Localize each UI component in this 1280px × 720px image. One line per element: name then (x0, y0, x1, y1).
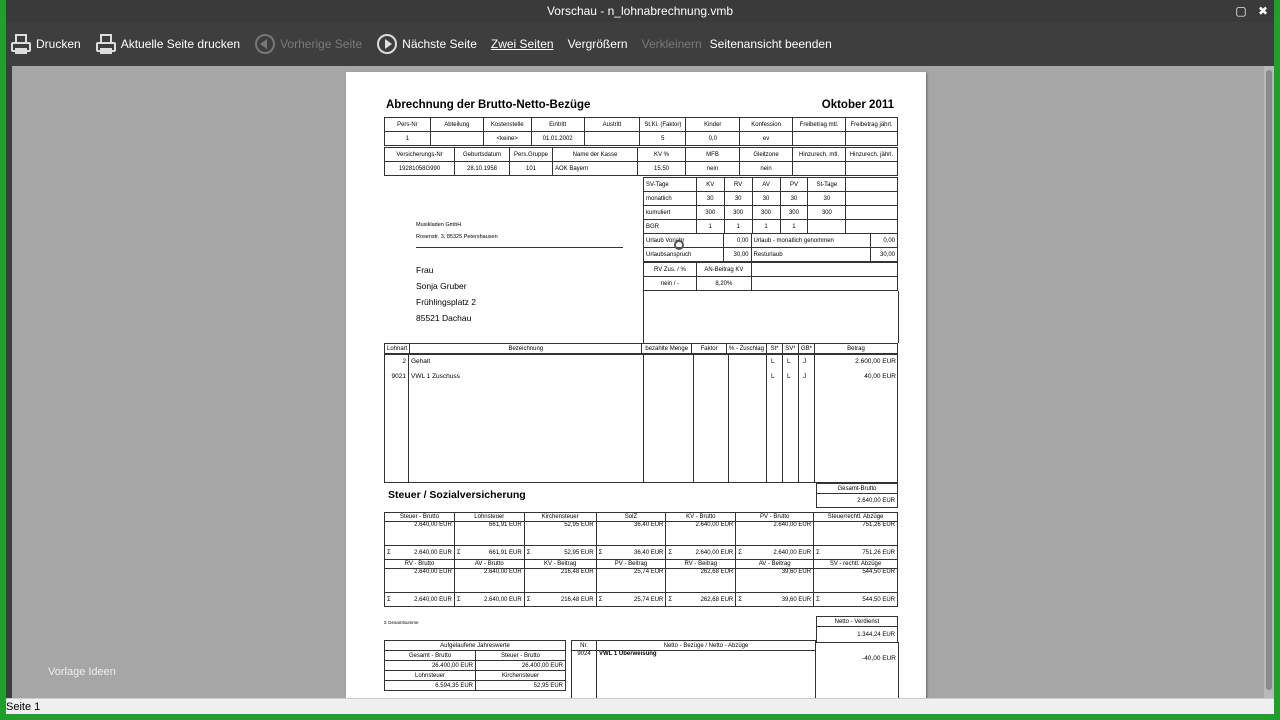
table-cell: 6.594,35 EUR (385, 681, 476, 691)
border (782, 354, 783, 483)
table-cell: 39,60 EUR (736, 569, 814, 593)
list-item: J (803, 373, 807, 380)
table-cell: Kinder (686, 118, 740, 132)
sum-icon: Σ (738, 596, 742, 603)
net-deductions-table (571, 640, 816, 698)
table-value: 2.640,00 EUR (414, 549, 452, 556)
table-cell: RV Zus. / % (644, 263, 697, 277)
table-cell (846, 206, 898, 220)
table-value: 2.640,00 EUR (484, 596, 522, 603)
table-cell: 01.01.2002 (531, 132, 584, 146)
table-cell: Kostenstelle (483, 118, 531, 132)
table-cell: SolZ (596, 513, 666, 522)
window-controls (1234, 0, 1270, 22)
employee-table-1 (384, 117, 898, 146)
table-cell: PV - Beitrag (596, 560, 666, 569)
document-page (346, 72, 926, 698)
table-cell: St.Kl. (Faktor) (640, 118, 686, 132)
page-indicator: Seite 1 (6, 701, 41, 713)
sum-icon: Σ (668, 549, 673, 556)
table-cell: Name der Kasse (553, 148, 638, 162)
table-cell (596, 593, 666, 607)
table-value: 25,74 EUR (634, 596, 664, 603)
table-cell: 2.640,00 EUR (385, 522, 455, 546)
border (693, 354, 694, 483)
table-cell: Geburtsdatum (455, 148, 510, 162)
sv-days-table (643, 177, 898, 234)
table-cell: SV - rechtl. Abzüge (814, 560, 898, 569)
table-cell: SV* (782, 344, 798, 354)
border (798, 354, 799, 483)
table-cell: Urlaubsanspruch (644, 248, 724, 262)
table-cell: 15,50 (638, 162, 686, 176)
table-cell: Bezeichnung (410, 344, 642, 354)
recipient-street: Frühlingsplatz 2 (416, 297, 477, 307)
table-cell: ev (740, 132, 793, 146)
items-table (384, 343, 898, 354)
table-row (385, 651, 566, 661)
table-cell: 300 (808, 206, 846, 220)
table-cell: 26.400,00 EUR (385, 661, 476, 671)
watermark: Vorlage Ideen (48, 666, 116, 678)
print-page-label: Aktuelle Seite drucken (120, 37, 241, 51)
print-page-button[interactable] (95, 33, 240, 55)
print-button[interactable] (10, 33, 81, 55)
table-cell: Pers.Gruppe (510, 148, 553, 162)
table-cell: 300 (696, 206, 724, 220)
table-cell: St* (766, 344, 782, 354)
table-cell: Lohnart (385, 344, 410, 354)
table-cell: 661,91 EUR (454, 522, 524, 546)
close-preview-button[interactable] (710, 37, 832, 51)
table-cell (793, 132, 846, 146)
busy-cursor-icon (674, 240, 684, 250)
table-cell: Steuer - Brutto (476, 651, 566, 661)
table-value: 661,91 EUR (489, 549, 522, 556)
table-cell (454, 593, 524, 607)
prev-page-label: Vorherige Seite (280, 37, 363, 51)
address-divider (416, 247, 623, 248)
table-row (385, 148, 898, 162)
table-cell: nein (686, 162, 740, 176)
title-bar (6, 0, 1274, 22)
table-cell: AV (752, 178, 780, 192)
table-row (385, 661, 566, 671)
table-row (644, 206, 898, 220)
table-cell (814, 546, 898, 560)
company-name: Musikladen GmbH (416, 222, 462, 228)
table-cell: RV - Beitrag (666, 560, 736, 569)
table-cell (524, 593, 596, 607)
tax-section-title: Steuer / Sozialversicherung (388, 489, 526, 501)
table-cell (385, 546, 455, 560)
table-cell: <keine> (483, 132, 531, 146)
sum-icon: Σ (387, 596, 391, 603)
two-pages-label: Zwei Seiten (490, 37, 554, 51)
table-row (385, 569, 898, 593)
table-cell: 1 (780, 220, 808, 234)
table-cell: 1 (696, 220, 724, 234)
table-cell: Kirchensteuer (524, 513, 596, 522)
table-cell: 19281058G990 (385, 162, 455, 176)
table-cell: Gesamt - Brutto (385, 651, 476, 661)
table-cell: 30 (696, 192, 724, 206)
table-cell: Urlaub - monatlich genommen (751, 234, 871, 248)
list-item: L (787, 358, 791, 365)
print-label: Drucken (36, 37, 81, 51)
table-cell: VWL 1 Überweisung (597, 651, 816, 699)
sum-icon: Σ (387, 549, 391, 556)
table-cell: kumuliert (644, 206, 697, 220)
table-value: 262,68 EUR (700, 596, 734, 603)
table-cell: % - Zuschlag (726, 344, 766, 354)
net-deduction-amount: -40,00 EUR (862, 655, 896, 662)
table-cell (385, 593, 455, 607)
zoom-in-button[interactable] (568, 37, 628, 51)
year-values-table (384, 640, 566, 691)
document-title: Abrechnung der Brutto-Netto-Bezüge (386, 99, 591, 111)
table-row (817, 617, 898, 627)
table-cell: 101 (510, 162, 553, 176)
border (643, 291, 644, 343)
table-value: 36,40 EUR (634, 549, 664, 556)
table-cell (846, 162, 898, 176)
table-cell: nein (740, 162, 793, 176)
table-cell (808, 220, 846, 234)
table-cell: Hinzurech. mtl. (793, 148, 846, 162)
list-item: 40,00 EUR (864, 373, 896, 380)
table-cell: Steuer - Brutto (385, 513, 455, 522)
table-cell: 52,95 EUR (524, 522, 596, 546)
border (898, 642, 899, 698)
table-cell: AV - Brutto (454, 560, 524, 569)
table-cell: PV - Brutto (736, 513, 814, 522)
table-row (385, 560, 898, 569)
net-total (816, 616, 898, 643)
table-cell: Kirchensteuer (476, 671, 566, 681)
recipient-name: Sonja Gruber (416, 281, 467, 291)
table-cell: 544,50 EUR (814, 569, 898, 593)
table-cell: MFB (686, 148, 740, 162)
table-cell (584, 132, 640, 146)
table-cell (430, 132, 483, 146)
zoom-in-label: Vergrößern (567, 37, 628, 51)
table-cell: Urlaub Vorjahr (644, 234, 724, 248)
table-row (644, 178, 898, 192)
table-cell: 8,20% (696, 277, 751, 291)
table-row (817, 627, 898, 643)
sum-icon: Σ (738, 549, 742, 556)
printer-icon (10, 33, 32, 55)
table-cell: AN-Beitrag KV (696, 263, 751, 277)
table-cell: Versicherungs-Nr (385, 148, 455, 162)
border (814, 354, 815, 483)
table-cell: 2.640,00 EUR (385, 569, 455, 593)
table-cell: BGR (644, 220, 697, 234)
table-row (385, 671, 566, 681)
table-cell: RV - Brutto (385, 560, 455, 569)
toolbar (6, 22, 1274, 66)
table-row (572, 641, 816, 651)
table-row (572, 651, 816, 699)
table-cell: RV (724, 178, 752, 192)
table-cell: 5 (640, 132, 686, 146)
table-row (385, 132, 898, 146)
border (766, 354, 767, 483)
table-cell (596, 546, 666, 560)
table-cell: 30 (780, 192, 808, 206)
table-cell: 1.344,24 EUR (817, 627, 898, 643)
next-page-label: Nächste Seite (402, 37, 477, 51)
table-value: 2.640,00 EUR (414, 596, 452, 603)
table-cell: 30 (724, 192, 752, 206)
table-cell (814, 593, 898, 607)
table-cell: GB* (798, 344, 814, 354)
close-preview-label: Seitenansicht beenden (709, 37, 832, 51)
list-item: L (787, 373, 791, 380)
table-cell: KV - Beitrag (524, 560, 596, 569)
table-value: 52,95 EUR (564, 549, 594, 556)
table-cell: 28.10.1958 (455, 162, 510, 176)
table-value: 2.640,00 EUR (773, 549, 812, 556)
list-item: 9021 (391, 373, 406, 380)
table-cell (736, 546, 814, 560)
border (728, 354, 729, 483)
list-item: 2.600,00 EUR (855, 358, 896, 365)
table-row (385, 513, 898, 522)
table-cell: Freibetrag mtl. (793, 118, 846, 132)
sum-note: Σ Gesamtsumme (384, 620, 419, 625)
table-cell: Gleitzone (740, 148, 793, 162)
table-cell (524, 546, 596, 560)
zoom-out-label: Verkleinern (641, 37, 702, 51)
next-page-button[interactable] (376, 33, 477, 55)
table-cell: KV - Brutto (666, 513, 736, 522)
table-cell: Konfession (740, 118, 793, 132)
list-item: J (803, 358, 807, 365)
company-street: Rosenstr. 3, 85325 Petershausen (416, 234, 498, 240)
table-cell (845, 132, 897, 146)
table-cell (666, 593, 736, 607)
table-row (644, 192, 898, 206)
table-row (817, 484, 898, 494)
table-cell: 9024 (572, 651, 597, 699)
table-cell: 2.640,00 EUR (454, 569, 524, 593)
table-cell: 216,48 EUR (524, 569, 596, 593)
list-item: L (771, 358, 775, 365)
table-cell: 262,68 EUR (666, 569, 736, 593)
table-cell: AOK Bayern (553, 162, 638, 176)
table-row (385, 522, 898, 546)
rv-table (643, 262, 898, 291)
table-cell (666, 546, 736, 560)
table-cell (846, 178, 898, 192)
table-row (385, 681, 566, 691)
table-cell: Austritt (584, 118, 640, 132)
table-row (385, 118, 898, 132)
table-cell: Freibetrag jährl. (845, 118, 897, 132)
table-cell: Lohnsteuer (385, 671, 476, 681)
table-cell: PV (780, 178, 808, 192)
border (898, 291, 899, 343)
table-cell: 30,00 (871, 248, 898, 262)
sum-icon: Σ (668, 596, 673, 603)
close-icon[interactable]: ✖ (1257, 4, 1269, 18)
sum-icon: Σ (526, 549, 531, 556)
table-cell: 0,00 (723, 234, 751, 248)
maximize-icon[interactable]: ▢ (1235, 4, 1247, 18)
table-cell: 25,74 EUR (596, 569, 666, 593)
sum-icon: Σ (598, 596, 603, 603)
gross-total (816, 483, 898, 508)
recipient-city: 85521 Dachau (416, 313, 472, 323)
table-cell: 300 (780, 206, 808, 220)
next-icon (376, 33, 398, 55)
zoom-out-button[interactable] (642, 37, 702, 51)
table-cell (846, 220, 898, 234)
window-border (0, 714, 1280, 720)
table-value: 39,60 EUR (781, 596, 812, 603)
recipient-salutation: Frau (416, 265, 434, 275)
sum-icon: Σ (526, 596, 531, 603)
table-cell: 751,26 EUR (814, 522, 898, 546)
table-cell: 300 (724, 206, 752, 220)
window-title: Vorschau - n_lohnabrechnung.vmb (546, 4, 734, 18)
tax-table (384, 512, 898, 607)
table-cell: 30 (808, 192, 846, 206)
table-row (644, 220, 898, 234)
two-pages-button[interactable] (491, 37, 554, 51)
preview-area[interactable] (12, 66, 1274, 698)
table-cell: 36,40 EUR (596, 522, 666, 546)
table-row (385, 641, 566, 651)
table-cell: nein / - (644, 277, 697, 291)
prev-page-button[interactable] (254, 33, 362, 55)
sum-icon: Σ (816, 596, 820, 603)
previous-icon (254, 33, 276, 55)
table-row (385, 162, 898, 176)
table-cell: Netto - Verdienst (817, 617, 898, 627)
table-cell: Faktor (692, 344, 727, 354)
table-row (644, 277, 898, 291)
table-cell: Eintritt (531, 118, 584, 132)
table-cell: bezahlte Menge (642, 344, 692, 354)
status-bar (6, 698, 1274, 714)
list-item: VWL 1 Zuschuss (411, 373, 460, 380)
table-cell (454, 546, 524, 560)
table-value: 2.640,00 EUR (695, 549, 734, 556)
vertical-scrollbar[interactable] (1264, 66, 1274, 698)
sum-icon: Σ (598, 549, 603, 556)
table-cell: Hinzurech. jährl. (846, 148, 898, 162)
table-cell: monatlich (644, 192, 697, 206)
table-cell: 0,00 (871, 234, 898, 248)
border (643, 354, 644, 483)
table-cell (846, 192, 898, 206)
table-cell: KV % (638, 148, 686, 162)
table-row (385, 546, 898, 560)
table-cell: Lohnsteuer (454, 513, 524, 522)
table-row (644, 263, 898, 277)
scrollbar-thumb[interactable] (1266, 70, 1272, 690)
table-row (644, 248, 898, 262)
table-cell: 1 (724, 220, 752, 234)
table-cell (751, 263, 897, 277)
table-cell: Netto - Bezüge / Netto - Abzüge (597, 641, 816, 651)
table-cell (751, 277, 897, 291)
table-cell: Abteilung (430, 118, 483, 132)
list-item: Gehalt (411, 358, 431, 365)
table-cell: 52,95 EUR (476, 681, 566, 691)
table-row (385, 593, 898, 607)
table-cell: St-Tage (808, 178, 846, 192)
table-cell: Betrag (814, 344, 897, 354)
table-cell: Pers-Nr (385, 118, 431, 132)
sum-icon: Σ (456, 549, 461, 556)
table-cell: 300 (752, 206, 780, 220)
table-cell: Resturlaub (751, 248, 871, 262)
employee-table-2 (384, 147, 898, 176)
table-cell: 30 (752, 192, 780, 206)
sum-icon: Σ (456, 596, 461, 603)
border (408, 354, 409, 483)
table-cell: 30,00 (723, 248, 751, 262)
document-month: Oktober 2011 (821, 99, 894, 111)
table-cell: 1 (752, 220, 780, 234)
table-value: 216,48 EUR (560, 596, 594, 603)
table-row (385, 344, 898, 354)
table-cell (736, 593, 814, 607)
table-cell (793, 162, 846, 176)
table-cell: 2.640,00 EUR (736, 522, 814, 546)
table-cell: Steuerrechtl. Abzüge (814, 513, 898, 522)
table-cell: 2.640,00 EUR (817, 494, 898, 508)
list-item: 2 (402, 358, 406, 365)
table-row (817, 494, 898, 508)
sum-icon: Σ (816, 549, 820, 556)
table-cell: 26.400,00 EUR (476, 661, 566, 671)
table-cell: KV (696, 178, 724, 192)
table-cell: SV-Tage (644, 178, 697, 192)
table-cell: Nr. (572, 641, 597, 651)
table-cell: 0,0 (686, 132, 740, 146)
table-cell: Gesamt-Brutto (817, 484, 898, 494)
printer-icon (95, 33, 117, 55)
table-value: 751,26 EUR (862, 549, 895, 556)
list-item: L (771, 373, 775, 380)
table-cell: Aufgelaufene Jahreswerte (385, 641, 566, 651)
table-value: 544,50 EUR (862, 596, 895, 603)
table-cell: 2.640,00 EUR (666, 522, 736, 546)
table-cell: AV - Beitrag (736, 560, 814, 569)
table-cell: 1 (385, 132, 431, 146)
